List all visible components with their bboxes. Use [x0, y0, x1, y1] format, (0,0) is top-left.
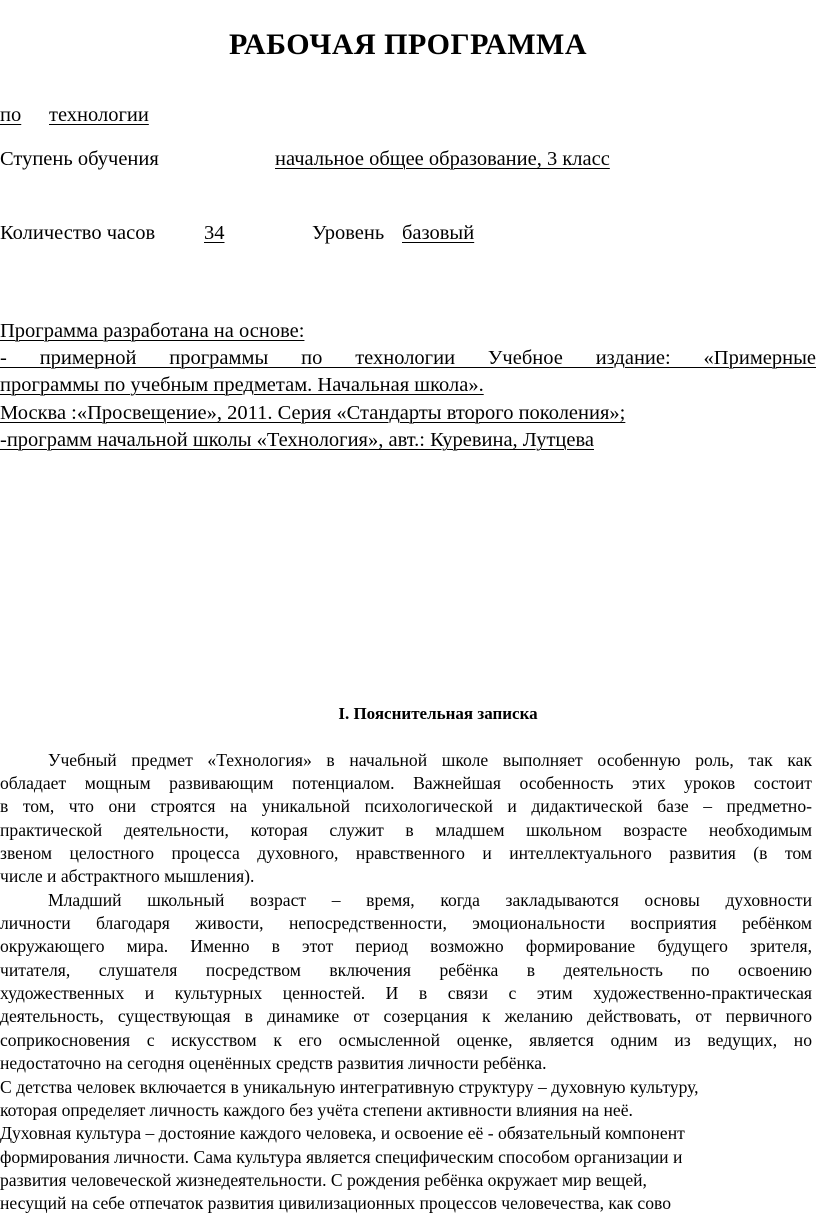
body-line: читателя, слушателя посредством включения ребёнка в деятельность по освоению	[0, 960, 812, 980]
body-line: окружающего мира. Именно в этот период возможно формирование будущего зрителя,	[0, 936, 812, 956]
hours-label: Количество часов	[0, 222, 156, 244]
body-line: деятельность, существующая в динамике от созерцания к желанию действовать, от первичного	[0, 1006, 812, 1026]
subject-label: по	[0, 104, 22, 126]
body-line: обладает мощным развивающим потенциалом. Важнейшая особенность этих уроков состоит	[0, 773, 812, 793]
body-line: которая определяет личность каждого без учёта степени активности влияния на неё.	[0, 1100, 633, 1120]
document-title: РАБОЧАЯ ПРОГРАММА	[228, 28, 588, 61]
body-line: несущий на себе отпечаток развития цивилизационных процессов человечества, как сово	[0, 1193, 671, 1213]
subject-value: технологии	[49, 104, 149, 126]
body-line: Духовная культура – достояние каждого человека, и освоение её - обязательный компонент	[0, 1123, 685, 1143]
body-line: числе и абстрактного мышления).	[0, 866, 255, 886]
body-line: соприкосновения с искусством к его осмысленной оценке, является одним из ведущих, но	[0, 1030, 812, 1050]
body-line: Учебный предмет «Технология» в начальной школе выполняет особенную роль, так как	[48, 750, 812, 770]
basis-line: Москва :«Просвещение», 2011. Серия «Стандарты второго поколения»;	[0, 402, 626, 424]
body-line: личности благодаря живости, непосредственности, эмоциональности восприятия ребёнком	[0, 913, 812, 933]
body-line: формирования личности. Сама культура является специфическим способом организации и	[0, 1147, 683, 1167]
body-line: недостаточно на сегодня оценённых средств развития личности ребёнка.	[0, 1053, 547, 1073]
body-line: в том, что они строятся на уникальной психологической и дидактической базе – предметно-	[0, 796, 812, 816]
basis-line: -программ начальной школы «Технология», авт.: Куревина, Лутцева	[0, 429, 594, 451]
section-title: I. Пояснительная записка	[338, 704, 538, 723]
stage-value: начальное общее образование, 3 класс	[275, 148, 610, 170]
basis-line: - примерной программы по технологии Учебное издание: «Примерные	[0, 347, 816, 369]
body-line: звеном целостного процесса духовного, нравственного и интеллектуального развития (в том	[0, 843, 812, 863]
body-line: С детства человек включается в уникальную интегративную структуру – духовную культуру,	[0, 1077, 699, 1097]
basis-heading: Программа разработана на основе:	[0, 320, 305, 342]
basis-line: программы по учебным предметам. Начальная школа».	[0, 374, 484, 396]
level-label: Уровень	[312, 222, 385, 244]
hours-value: 34	[204, 222, 225, 244]
body-line: Младший школьный возраст – время, когда закладываются основы духовности	[48, 890, 812, 910]
level-value: базовый	[402, 222, 475, 244]
body-line: художественных и культурных ценностей. И в связи с этим художественно-практическая	[0, 983, 812, 1003]
stage-label: Ступень обучения	[0, 148, 159, 170]
body-line: развития человеческой жизнедеятельности. С рождения ребёнка окружает мир вещей,	[0, 1170, 647, 1190]
body-line: практической деятельности, которая служит в младшем школьном возрасте необходимым	[0, 820, 812, 840]
